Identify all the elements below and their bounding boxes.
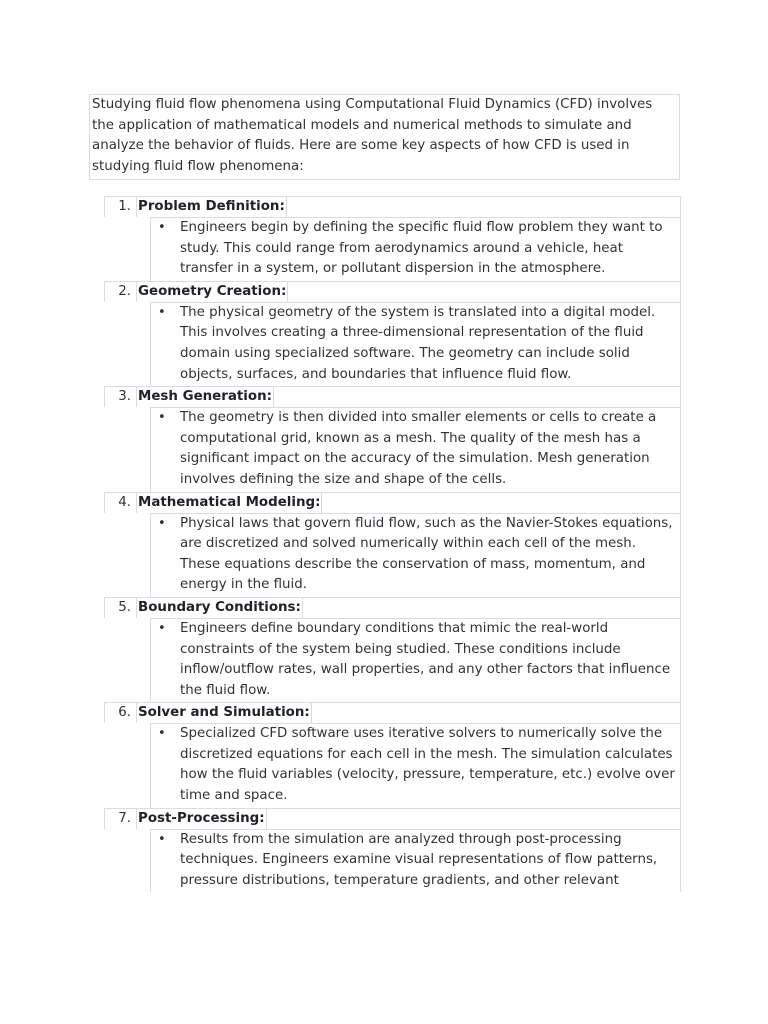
bullet-icon: • <box>158 620 166 636</box>
list-item <box>104 808 681 893</box>
item-number: 4. <box>118 494 131 510</box>
bullet-icon: • <box>158 220 166 235</box>
item-bullet <box>150 618 681 702</box>
list-item <box>104 281 681 386</box>
item-bullet <box>150 407 681 491</box>
item-text: Specialized CFD software uses iterative solvers to numerically solve the discretized equations for each cell in the mesh. The simulation calculates how the fluid variables (velocity, pressure, temperature, etc.) evolve over time and space. <box>180 726 675 804</box>
item-title: Problem Definition: <box>136 197 287 217</box>
item-heading-row <box>104 492 681 513</box>
item-heading-row <box>104 196 681 217</box>
bullet-icon: • <box>158 304 166 320</box>
item-text: Engineers define boundary conditions that mimic the real-world constraints of the system being studied. These conditions include inflow/outflow rates, wall properties, and any other factors that influence the fluid flow. <box>180 620 671 698</box>
list-item <box>104 386 681 491</box>
item-heading-row <box>104 281 681 302</box>
item-heading-row <box>104 597 681 618</box>
item-text: The geometry is then divided into smaller elements or cells to create a computational grid, known as a mesh. The quality of the mesh has a significant impact on the accuracy of the simulation. Mesh generation involves defining the size and shape of the cells. <box>180 410 657 487</box>
item-bullet <box>150 513 681 597</box>
item-number: 1. <box>118 199 131 214</box>
intro-paragraph: Studying fluid flow phenomena using Computational Fluid Dynamics (CFD) involves the application of mathematical models and numerical methods to simulate and analyze the behavior of fluids. Here are some key aspects of how CFD is used in studying fluid flow phenomena: <box>89 94 680 180</box>
numbered-list <box>104 196 681 892</box>
bullet-icon: • <box>158 831 166 847</box>
item-text: Physical laws that govern fluid flow, such as the Navier-Stokes equations, are discretized and solved numerically within each cell of the mesh. These equations describe the conservation of mass, momentum, and energy in the fluid. <box>180 515 673 593</box>
item-title: Geometry Creation: <box>136 282 288 302</box>
bullet-icon: • <box>158 410 166 426</box>
item-number: 6. <box>118 705 131 721</box>
item-heading-row <box>104 386 681 407</box>
list-item <box>104 597 681 702</box>
item-title: Post-Processing: <box>136 809 267 829</box>
item-text: The physical geometry of the system is translated into a digital model. This involves creating a three-dimensional representation of the fluid domain using specialized software. The geometry can include solid objects, surfaces, and boundaries that influence fluid flow. <box>180 304 656 382</box>
list-item <box>104 492 681 597</box>
item-bullet <box>150 217 681 281</box>
bullet-icon: • <box>158 515 166 531</box>
item-heading-row <box>104 808 681 829</box>
item-text: Results from the simulation are analyzed through post-processing techniques. Engineers examine visual representations of flow patterns, pressure distributions, temperature gradients, and other relevant <box>180 831 658 888</box>
item-bullet <box>150 829 681 893</box>
item-title: Solver and Simulation: <box>136 703 312 723</box>
item-heading-row <box>104 702 681 723</box>
item-number: 2. <box>118 283 131 299</box>
list-item <box>104 702 681 807</box>
list-item <box>104 196 681 281</box>
item-text: Engineers begin by defining the specific fluid flow problem they want to study. This could range from aerodynamics around a vehicle, heat transfer in a system, or pollutant dispersion in the atmosphere. <box>180 220 663 277</box>
item-title: Mesh Generation: <box>136 387 274 407</box>
item-number: 5. <box>118 599 131 615</box>
item-number: 3. <box>118 389 131 405</box>
item-title: Boundary Conditions: <box>136 598 303 618</box>
item-number: 7. <box>118 810 131 826</box>
bullet-icon: • <box>158 726 166 742</box>
item-bullet <box>150 723 681 807</box>
item-bullet <box>150 302 681 386</box>
item-title: Mathematical Modeling: <box>136 493 322 513</box>
